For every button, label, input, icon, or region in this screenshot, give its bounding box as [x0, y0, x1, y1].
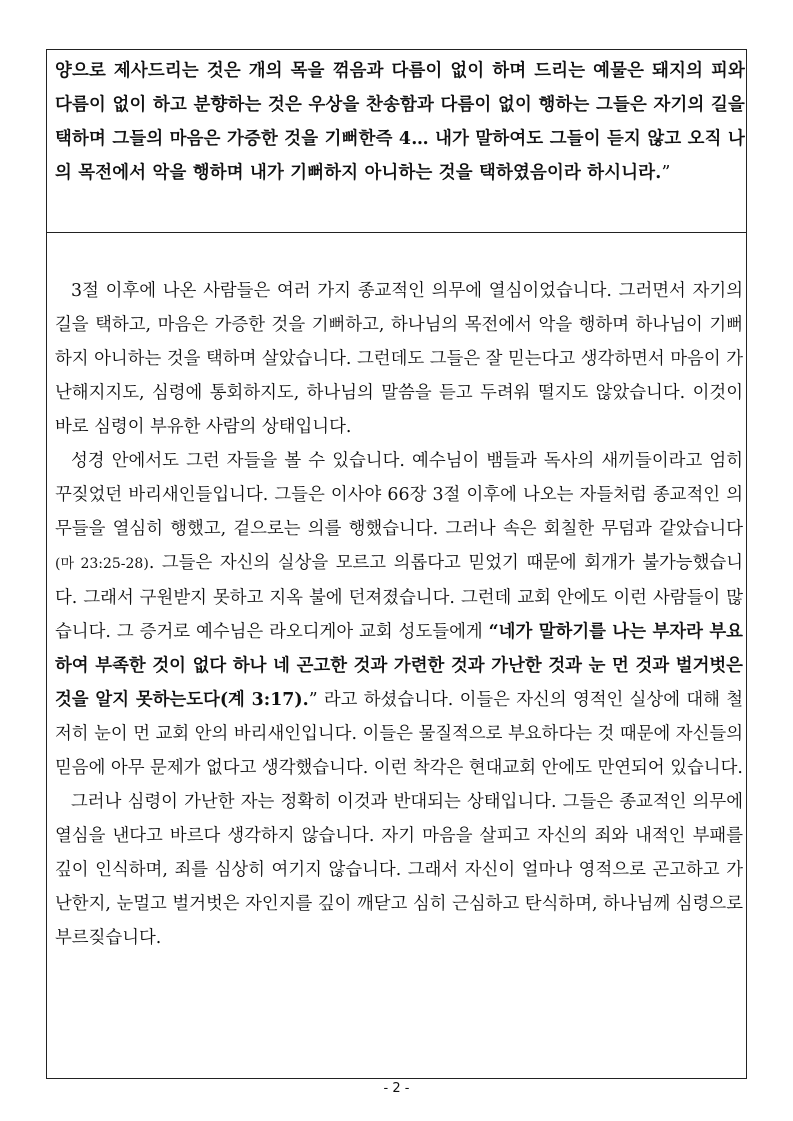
paragraph-3: 그러나 심령이 가난한 자는 정확히 이것과 반대되는 상태입니다. 그들은 종교적인 의무에 열심을 낸다고 바르다 생각하지 않습니다. 자기 마음을 살피고 자신의 죄와 내적인 부패를 깊이 인식하며, 죄를 심상히 여기지 않습니다. 그래서 자신이 얼마나 영적으로 곤고하고 가난한지, 눈멀고 벌거벗은 자인지를 깊이 깨닫고 심히 근심하고 탄식하며, 하나님께 심령으로 부르짖습니다. [55, 792, 743, 948]
paragraph-1: 3절 이후에 나온 사람들은 여러 가지 종교적인 의무에 열심이었습니다. 그러면서 자기의 길을 택하고, 마음은 가증한 것을 기뻐하고, 하나님의 목전에서 악을 행하며 하나님이 기뻐하지 아니하는 것을 택하며 살았습니다. 그런데도 그들은 잘 믿는다고 생각하면서 마음이 가난해지지도, 심령에 통회하지도, 하나님의 말씀을 듣고 두려워 떨지도 않았습니다. 이것이 바로 심령이 부유한 사람의 상태입니다. [55, 281, 743, 437]
paragraph-2-part-b: . 그들은 자신의 실상을 모르고 의롭다고 믿었기 때문에 회개가 불가능했습니다. 그래서 구원받지 못하고 지옥 불에 던져졌습니다. 그런데 교회 안에도 이런 사람들이 많습니다. 그 증거로 예수님은 라오디게아 교회 성도들에게 [55, 553, 744, 642]
scripture-quote [55, 54, 745, 190]
quote-close-mark: ” [661, 163, 671, 183]
paragraph-2-part-a: 성경 안에서도 그런 자들을 볼 수 있습니다. 예수님이 뱀들과 독사의 새끼들이라고 엄히 꾸짖었던 바리새인들입니다. 그들은 이사야 66장 3절 이후에 나오는 자들처럼 종교적인 의무들을 열심히 행했고, 겉으로는 의를 행했습니다. 그러나 속은 회칠한 무덤과 같았습니다 [55, 451, 743, 539]
page-number: - 2 - [383, 1081, 410, 1096]
paragraph-2-quote: “네가 말하기를 나는 부자라 부요하여 부족한 것이 없다 하나 네 곤고한 것과 가련한 것과 가난한 것과 눈 먼 것과 벌거벗은 것을 알지 못하는도다(계 3:17). [55, 622, 743, 710]
quote-text: 양으로 제사드리는 것은 개의 목을 꺾음과 다름이 없이 하며 드리는 예물은 돼지의 피와 다름이 없이 하고 분향하는 것은 우상을 찬송함과 다름이 없이 행하는 그들은 자기의 길을 택하며 그들의 마음은 가증한 것을 기뻐한즉 4… 내가 말하여도 그들이 듣지 않고 오직 나의 목전에서 악을 행하며 내가 기뻐하지 아니하는 것을 택하였음이라 하시니라. [55, 61, 745, 183]
paragraph-2 [55, 444, 743, 785]
paragraph-2-part-c: ” 라고 하셨습니다. 이들은 자신의 영적인 실상에 대해 철저히 눈이 먼 교회 안의 바리새인입니다. 이들은 물질적으로 부요하다는 것 때문에 자신들의 믿음에 아무 문제가 없다고 생각했습니다. 이런 착각은 현대교회 안에도 만연되어 있습니다. [55, 690, 744, 778]
body-text [55, 240, 743, 955]
paragraph-2-reference: (마 23:25-28) [55, 556, 149, 572]
